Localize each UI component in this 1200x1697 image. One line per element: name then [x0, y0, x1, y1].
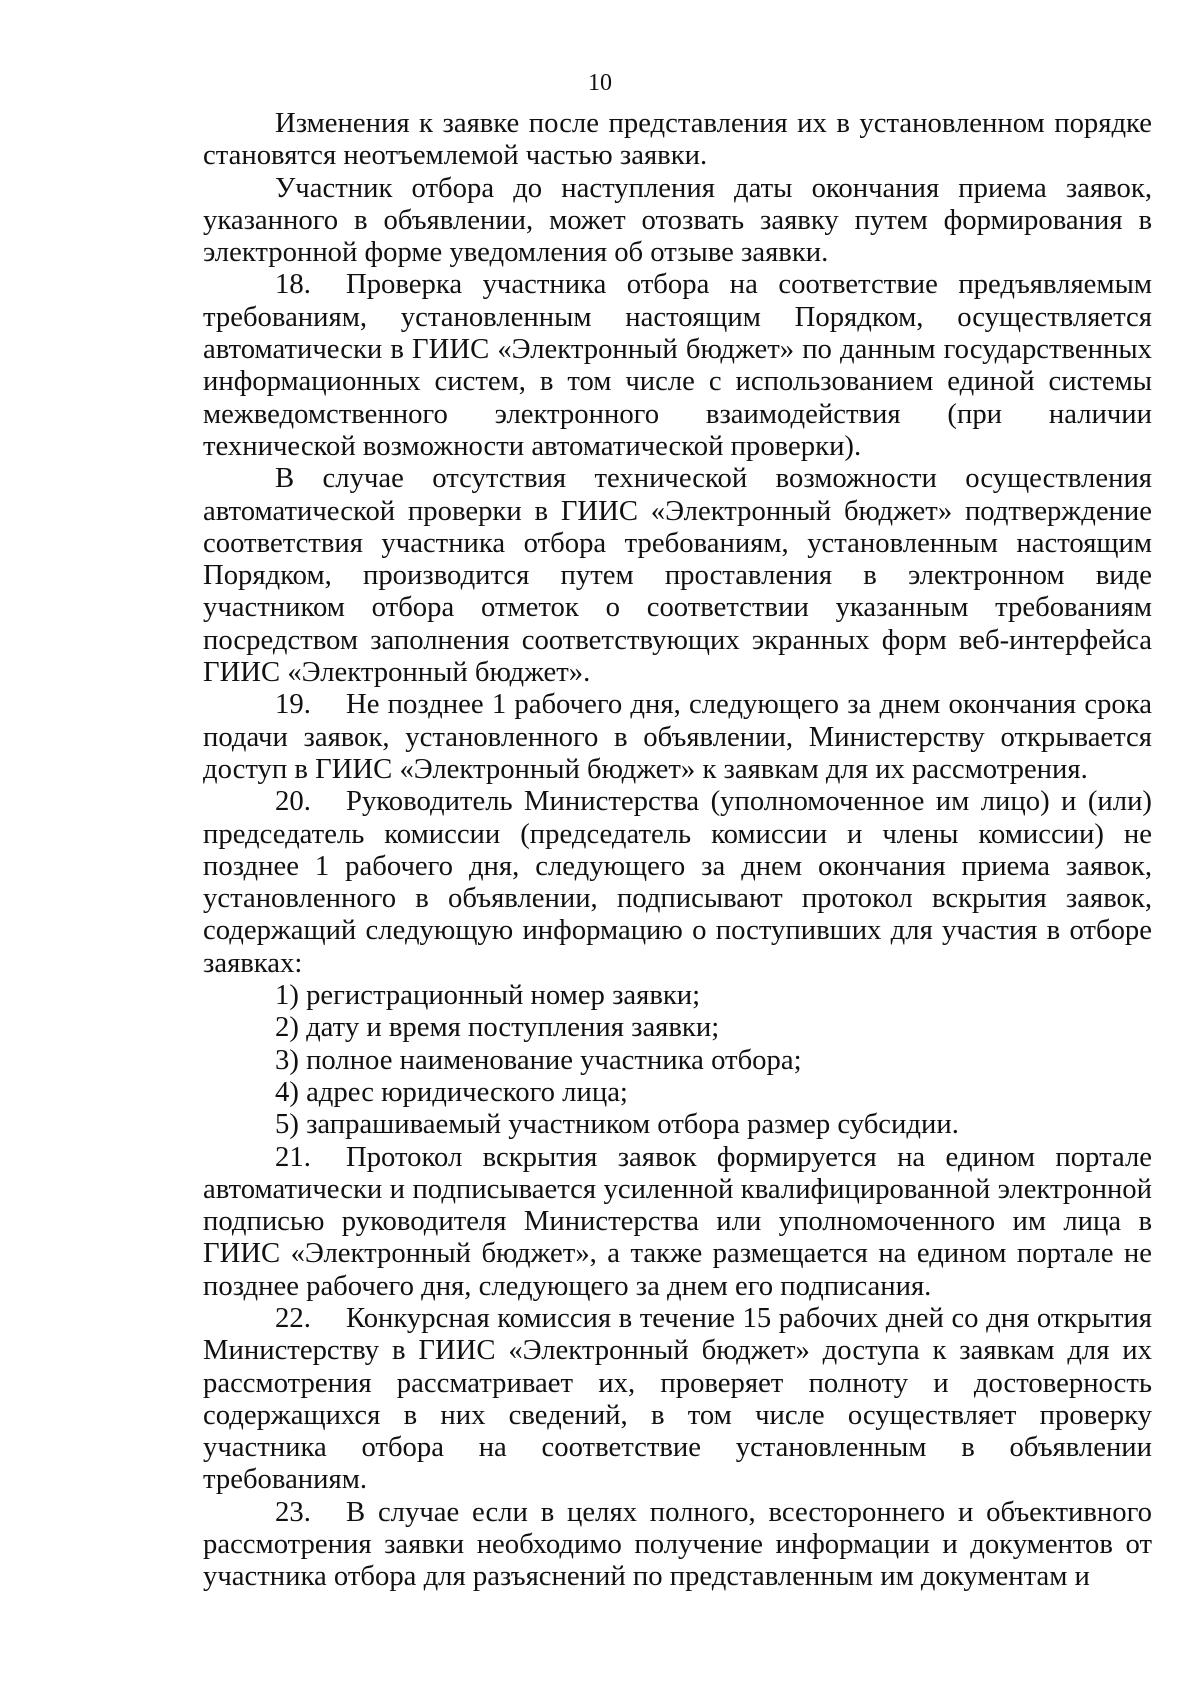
paragraph: Участник отбора до наступления даты окончания приема заявок, указанного в объявлении, может отозвать заявку путем формирования в электронной форме уведомления об отзыве заявки. [203, 171, 1152, 269]
paragraph-number: 20. [275, 785, 311, 818]
list-item: 3) полное наименование участника отбора; [275, 1043, 802, 1076]
paragraph: Изменения к заявке после представления их в установленном порядке становятся неотъемлемой частью заявки. [203, 107, 1152, 172]
numbered-paragraph: 20. Руководитель Министерства (уполномоченное им лицо) и (или) председатель комиссии (председатель комиссии и члены комиссии) не позднее 1 рабочего дня, следующего за днем окончания приема заявок, установленного в объявлении, подписывают протокол вскрытия заявок, содержащий следующую информацию о поступивших для участия в отборе заявках: [203, 785, 1152, 979]
paragraph-number: 23. [275, 1495, 311, 1528]
list-item: 5) запрашиваемый участником отбора размер субсидии. [275, 1108, 959, 1141]
document-body [203, 107, 1152, 1593]
paragraph-number: 22. [275, 1301, 311, 1334]
numbered-paragraph: 22. Конкурсная комиссия в течение 15 рабочих дней со дня открытия Министерству в ГИИС «Электронный бюджет» доступа к заявкам для их рассмотрения рассматривает их, проверяет полноту и достоверность содержащихся в них сведений, в том числе осуществляет проверку участника отбора на соответствие установленным в объявлении требованиям. [203, 1301, 1152, 1496]
numbered-paragraph: 19. Не позднее 1 рабочего дня, следующего за днем окончания срока подачи заявок, установленного в объявлении, Министерству открывается доступ в ГИИС «Электронный бюджет» к заявкам для их рассмотрения. [203, 688, 1152, 785]
paragraph-number: 18. [275, 268, 311, 301]
paragraph-number: 21. [275, 1140, 311, 1173]
list-item: 1) регистрационный номер заявки; [275, 979, 701, 1012]
list-item: 2) дату и время поступления заявки; [275, 1011, 720, 1044]
numbered-paragraph: 21. Протокол вскрытия заявок формируется на едином портале автоматически и подписывается усиленной квалифицированной электронной подписью руководителя Министерства или уполномоченного им лица в ГИИС «Электронный бюджет», а также размещается на едином портале не позднее рабочего дня, следующего за днем его подписания. [203, 1140, 1152, 1302]
page-number: 10 [588, 70, 612, 96]
paragraph: В случае отсутствия технической возможности осуществления автоматической проверки в ГИИС «Электронный бюджет» подтверждение соответствия участника отбора требованиям, установленным настоящим Порядком, производится путем проставления в электронном виде участником отбора отметок о соответствии указанным требованиям посредством заполнения соответствующих экранных форм веб-интерфейса ГИИС «Электронный бюджет». [203, 462, 1152, 689]
list-item: 4) адрес юридического лица; [275, 1075, 628, 1108]
numbered-paragraph: 23. В случае если в целях полного, всестороннего и объективного рассмотрения заявки необходимо получение информации и документов от участника отбора для разъяснений по представленным им документам и [203, 1495, 1152, 1593]
numbered-paragraph: 18. Проверка участника отбора на соответствие предъявляемым требованиям, установленным настоящим Порядком, осуществляется автоматически в ГИИС «Электронный бюджет» по данным государственных информационных систем, в том числе с использованием единой системы межведомственного электронного взаимодействия (при наличии технической возможности автоматической проверки). [203, 268, 1152, 462]
paragraph-number: 19. [275, 688, 311, 721]
